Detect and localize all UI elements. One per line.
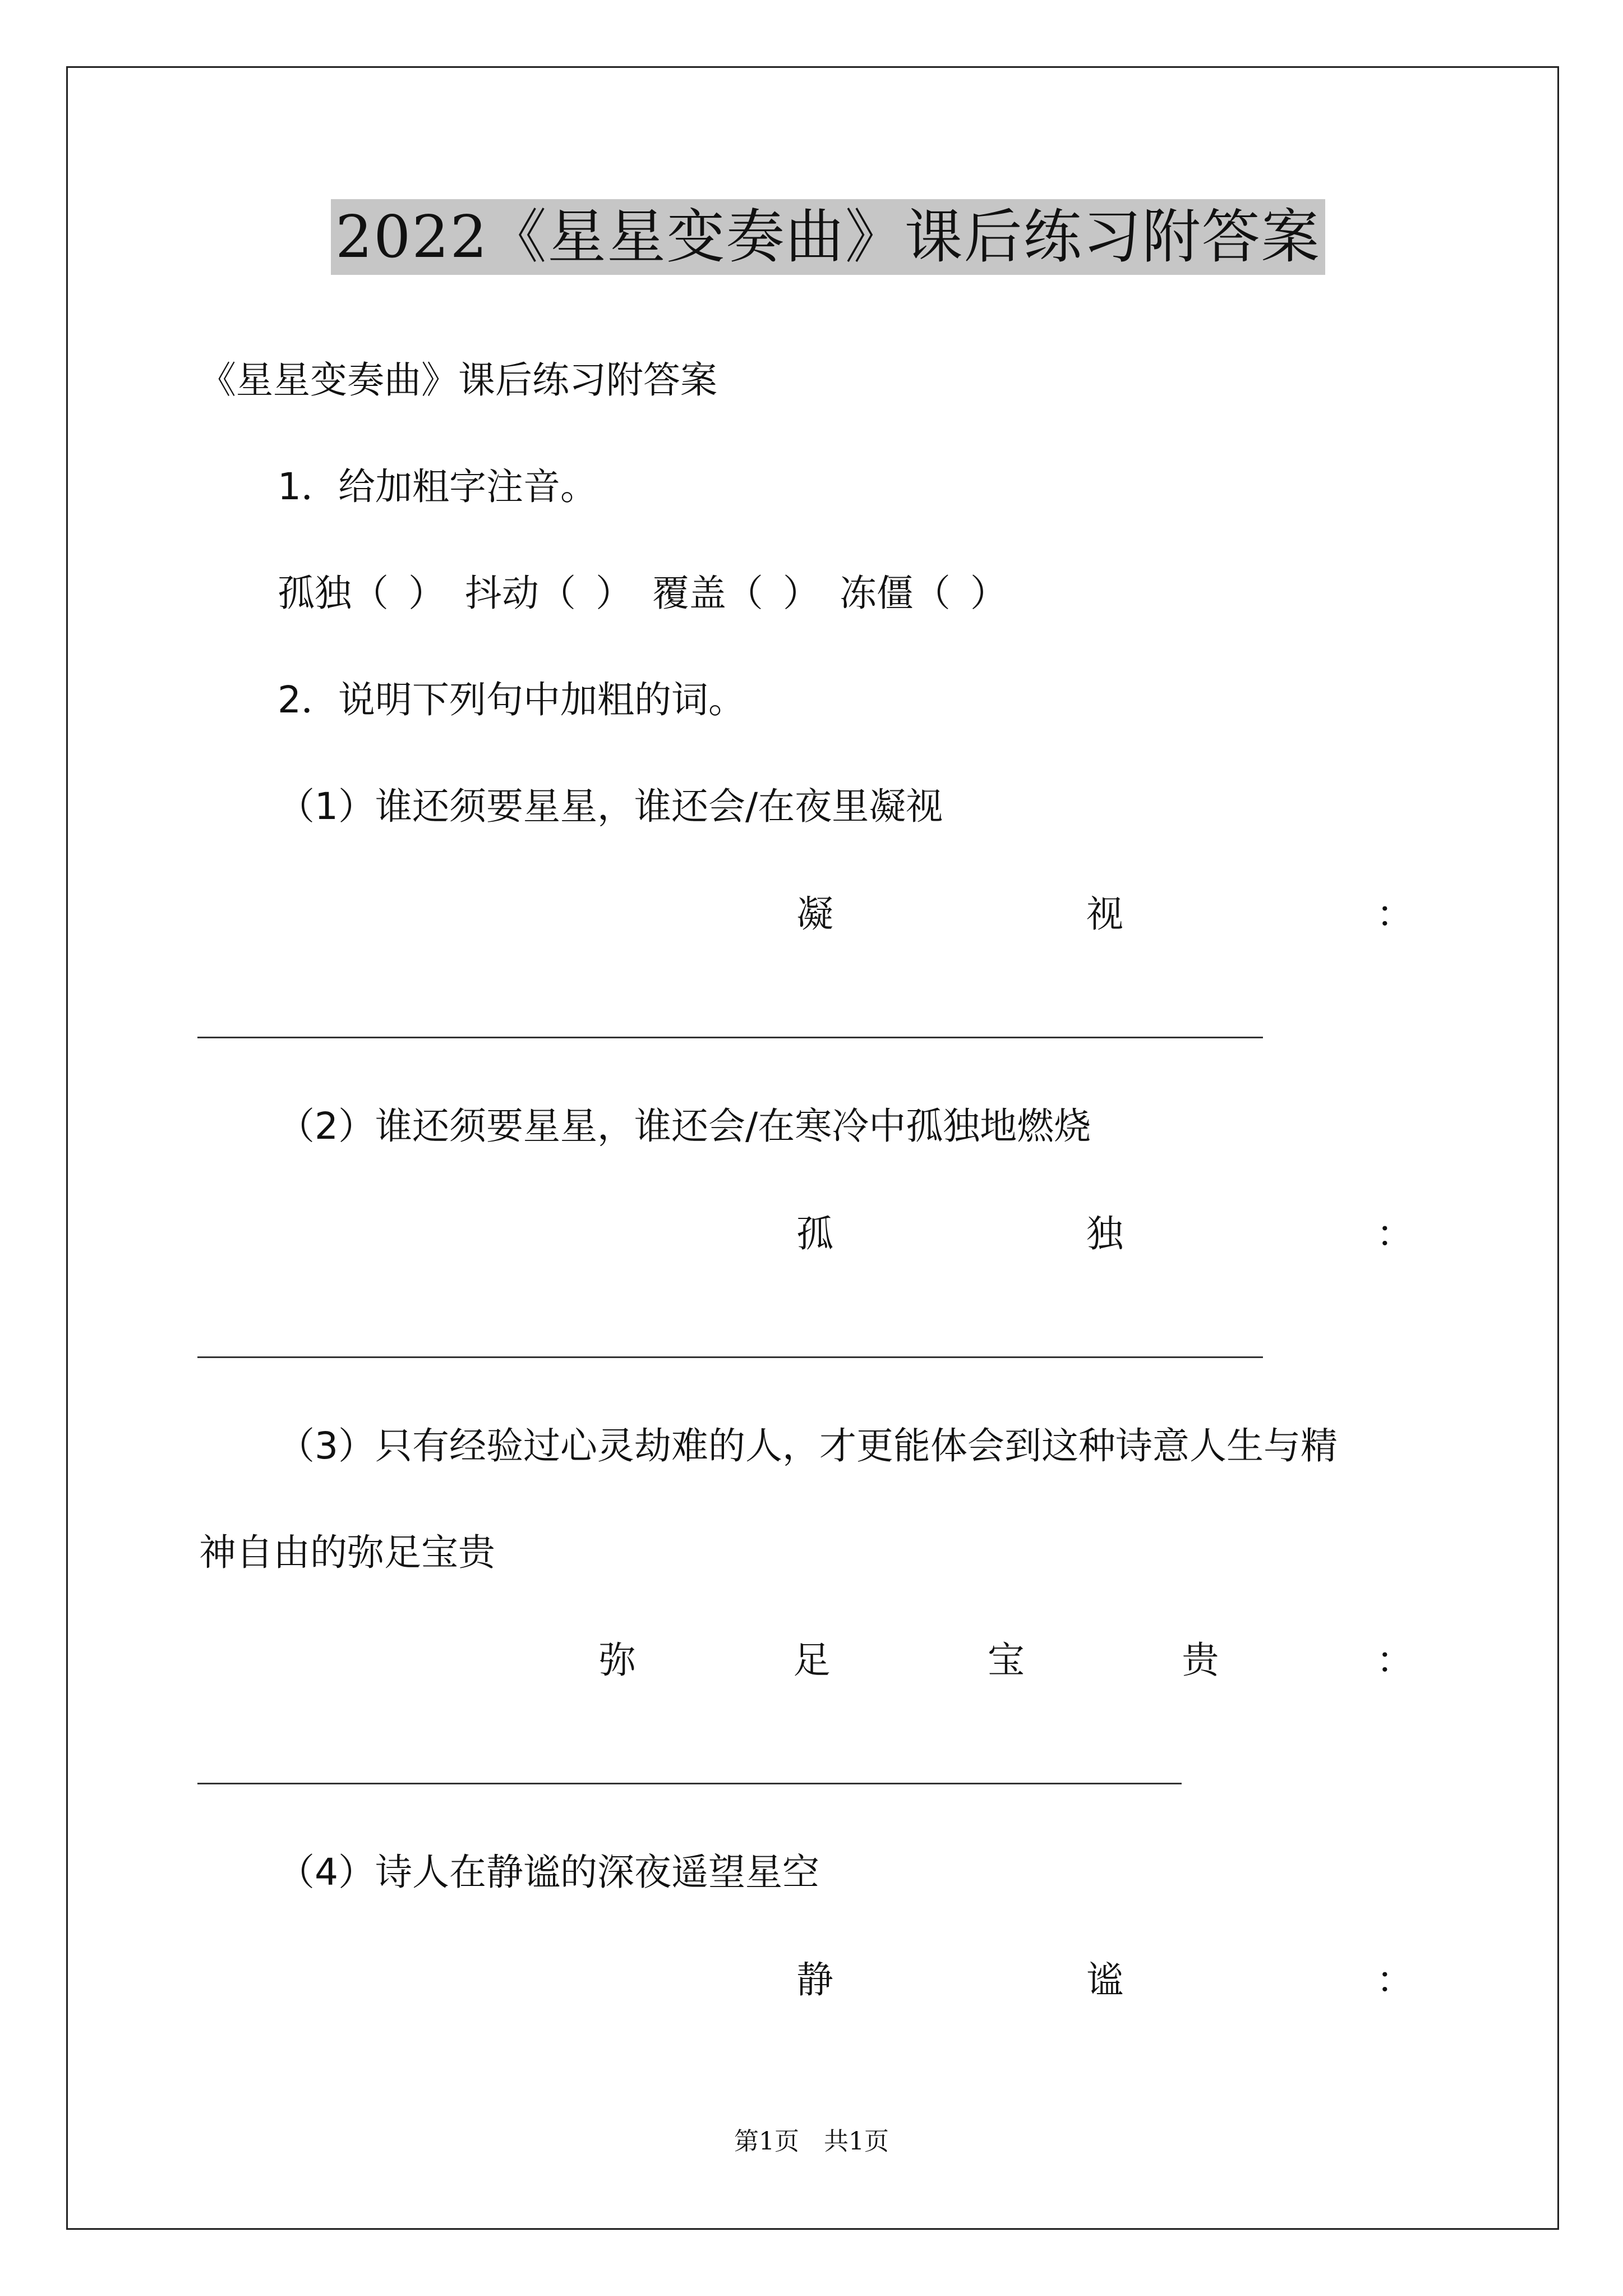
item-4-char-1: 静	[796, 1958, 833, 2001]
item-3-answer-line	[197, 1783, 1182, 1784]
item-3-char-4: 贵	[1182, 1639, 1219, 1682]
item-3-colon: ：	[1376, 1639, 1413, 1682]
item-4-sentence: （4）诗人在静谧的深夜遥望星空	[278, 1851, 819, 1894]
item-2-char-2: 独	[1086, 1212, 1123, 1255]
item-3-target-word	[599, 1638, 1413, 1683]
item-1-sentence: （1）谁还须要星星，谁还会/在夜里凝视	[278, 785, 943, 828]
item-3-sentence-line-2: 神自由的弥足宝贵	[199, 1531, 495, 1574]
item-3-char-1: 弥	[599, 1639, 636, 1682]
question-2-label: 2．说明下列句中加粗的词。	[278, 678, 745, 721]
question-1-label: 1．给加粗字注音。	[278, 465, 597, 508]
page-footer: 第1页 共1页	[734, 2127, 889, 2156]
item-1-answer-line	[197, 1037, 1263, 1038]
item-4-char-2: 谧	[1086, 1958, 1123, 2001]
item-2-target-word	[796, 1212, 1413, 1257]
item-1-target-word	[796, 892, 1413, 937]
item-3-char-3: 宝	[988, 1639, 1025, 1682]
document-title: 2022《星星变奏曲》课后练习附答案	[331, 199, 1325, 275]
question-1-words: 孤独（ ） 抖动（ ） 覆盖（ ） 冻僵（ ）	[278, 572, 1007, 615]
item-2-colon: ：	[1376, 1212, 1413, 1255]
item-2-answer-line	[197, 1356, 1263, 1358]
item-1-char-1: 凝	[796, 892, 833, 936]
item-1-char-2: 视	[1086, 892, 1123, 936]
item-1-colon: ：	[1376, 892, 1413, 936]
item-3-char-2: 足	[793, 1639, 831, 1682]
item-2-sentence: （2）谁还须要星星，谁还会/在寒冷中孤独地燃烧	[278, 1105, 1091, 1148]
subtitle: 《星星变奏曲》课后练习附答案	[199, 358, 717, 402]
item-3-sentence-line-1: （3）只有经验过心灵劫难的人，才更能体会到这种诗意人生与精	[278, 1424, 1338, 1467]
item-4-colon: ：	[1376, 1958, 1413, 2001]
item-4-target-word	[796, 1958, 1413, 2003]
item-2-char-1: 孤	[796, 1212, 833, 1255]
